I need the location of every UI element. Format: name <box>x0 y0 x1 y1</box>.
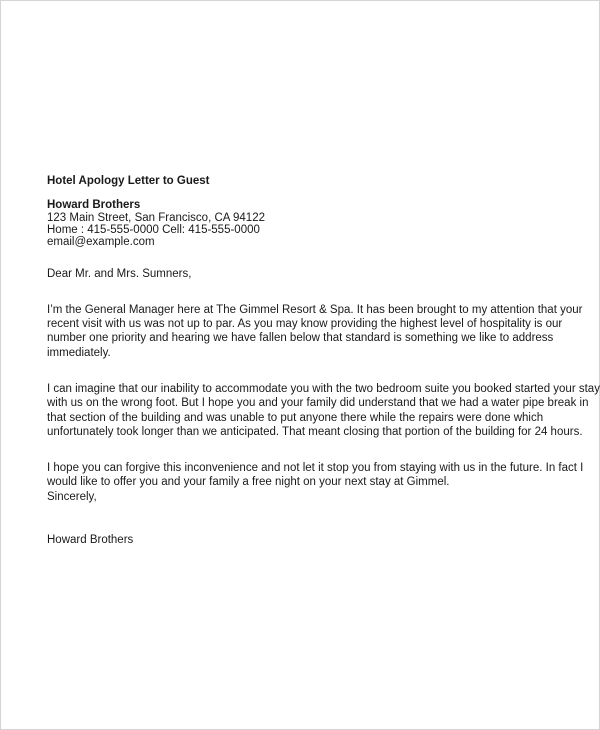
paragraph-line: I’m the General Manager here at The Gimmel Resort & Spa. It has been brought to my attention that your <box>47 303 583 316</box>
paragraph-3 <box>47 461 584 490</box>
letter-title: Hotel Apology Letter to Guest <box>47 175 210 187</box>
sender-address: 123 Main Street, San Francisco, CA 94122 <box>47 211 265 224</box>
sender-name: Howard Brothers <box>47 199 141 212</box>
sender-phones: Home : 415-555-0000 Cell: 415-555-0000 <box>47 223 260 236</box>
paragraph-line: that section of the building and was unable to put anyone there while the repairs were done which <box>47 411 544 424</box>
paragraph-line: I hope you can forgive this inconvenience and not let it stop you from staying with us in the future. In fact I <box>47 462 584 475</box>
paragraph-line: unfortunately took longer than we anticipated. That meant closing that portion of the building for 24 hours. <box>47 425 583 438</box>
paragraph-2 <box>47 382 600 439</box>
paragraph-line: with us on the wrong foot. But I hope you and your family did understand that we had a water pipe break in <box>47 397 589 410</box>
paragraph-line: immediately. <box>47 346 111 359</box>
sender-email: email@example.com <box>47 236 155 249</box>
sender-block <box>47 199 559 248</box>
signature: Howard Brothers <box>47 534 134 547</box>
paragraph-line: would like to offer you and your family a free night on your next stay at Gimmel. <box>47 476 450 489</box>
paragraph-line: I can imagine that our inability to accommodate you with the two bedroom suite you booked started your stay <box>47 382 600 395</box>
paragraph-line: number one priority and hearing we have fallen below that standard is something we like to address <box>47 332 554 345</box>
letter-body <box>47 175 600 547</box>
paragraph-line: recent visit with us was not up to par. As you may know providing the highest level of hospitality is our <box>47 318 563 331</box>
closing: Sincerely, <box>47 490 97 503</box>
greeting: Dear Mr. and Mrs. Sumners, <box>47 268 192 281</box>
paragraph-1 <box>47 303 583 360</box>
